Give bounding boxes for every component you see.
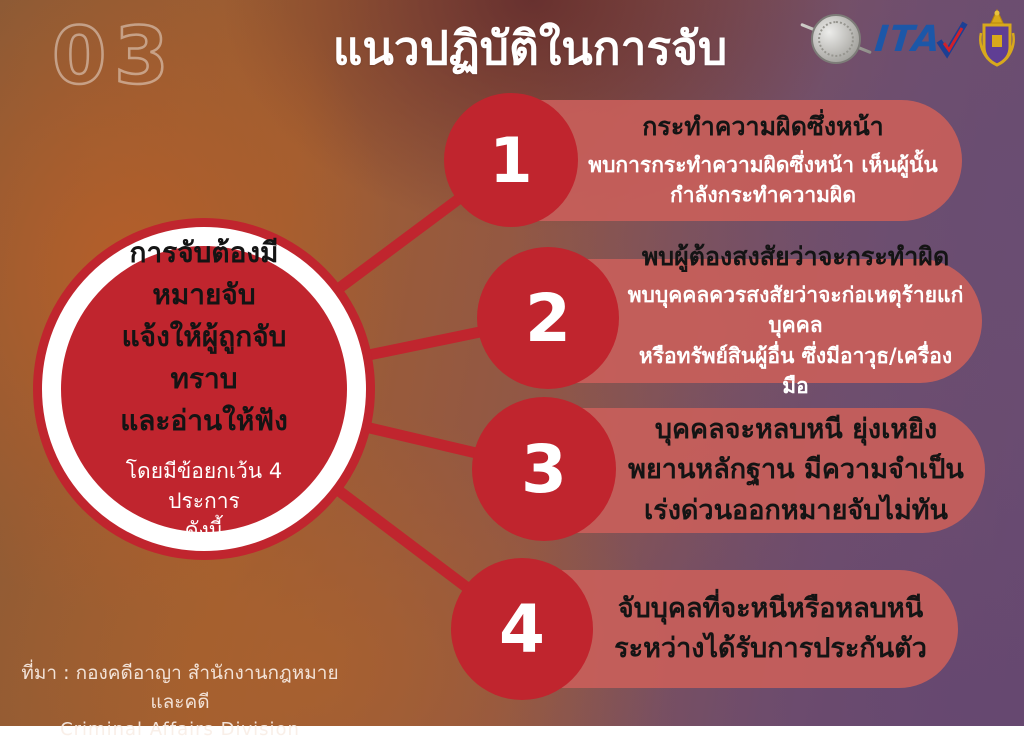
item-2-title: พบผู้ต้องสงสัยว่าจะกระทำผิด (641, 242, 950, 272)
item-1-number: 1 (489, 123, 533, 197)
item-4-number: 4 (499, 590, 545, 668)
item-4-text-line: จับบุคลที่จะหนีหรือหลบหนี (617, 592, 924, 624)
item-1-desc-line: กำลังกระทำความผิด (670, 183, 856, 208)
item-number-circle-2 (477, 247, 619, 389)
central-note-line: ดังนี้ (184, 518, 224, 543)
item-number-circle-3 (472, 397, 616, 541)
item-2-description (627, 280, 964, 402)
central-circle (33, 218, 375, 560)
central-heading (95, 232, 313, 442)
item-1-description (588, 150, 937, 211)
item-4-text (614, 589, 927, 670)
item-3-number: 3 (521, 430, 567, 508)
page-title: แนวปฏิบัติในการจับ (332, 21, 728, 75)
ita-logo-text: ITA (872, 18, 944, 60)
item-2-desc-line: พบบุคคลควรสงสัยว่าจะก่อเหตุร้ายแก่บุคคล (627, 283, 964, 338)
item-3-text-line: พยานหลักฐาน มีความจำเป็น (628, 454, 964, 486)
central-note (95, 457, 313, 545)
item-2-desc-line: หรือทรัพย์สินผู้อื่น ซึ่งมีอาวุธ/เครื่องมือ (638, 343, 953, 399)
central-note-line: โดยมีข้อยกเว้น 4 ประการ (125, 459, 283, 513)
item-1-content (586, 100, 940, 221)
item-number-circle-1 (444, 93, 578, 227)
item-2-number: 2 (525, 279, 571, 357)
central-heading-line: แจ้งให้ผู้ถูกจับทราบ (121, 320, 287, 396)
central-circle-content (95, 236, 313, 543)
item-4-content (601, 570, 940, 688)
item-4-text-line: ระหว่างได้รับการประกันตัว (614, 633, 927, 664)
item-2-content (627, 242, 964, 399)
item-3-text-line: บุคคลจะหลบหนี ยุ่งเหยิง (654, 413, 938, 445)
central-heading-line: และอ่านให้ฟัง (120, 404, 288, 438)
central-circle-ring (42, 227, 366, 551)
source-credit-english: Criminal Affairs Division (60, 719, 300, 740)
item-3-content (625, 408, 967, 533)
item-1-title: กระทำความผิดซึ่งหน้า (642, 112, 884, 142)
item-3-text (628, 410, 964, 532)
central-heading-line: การจับต้องมีหมายจับ (129, 236, 279, 312)
item-number-circle-4 (451, 558, 593, 700)
item-1-desc-line: พบการกระทำความผิดซึ่งหน้า เห็นผู้นั้น (588, 152, 938, 177)
item-3-text-line: เร่งด่วนออกหมายจับไม่ทัน (643, 494, 948, 526)
source-credit-thai: ที่มา : กองคดีอาญา สำนักงานกฎหมายและคดี (21, 662, 339, 713)
section-number-badge: 03 (52, 12, 177, 102)
